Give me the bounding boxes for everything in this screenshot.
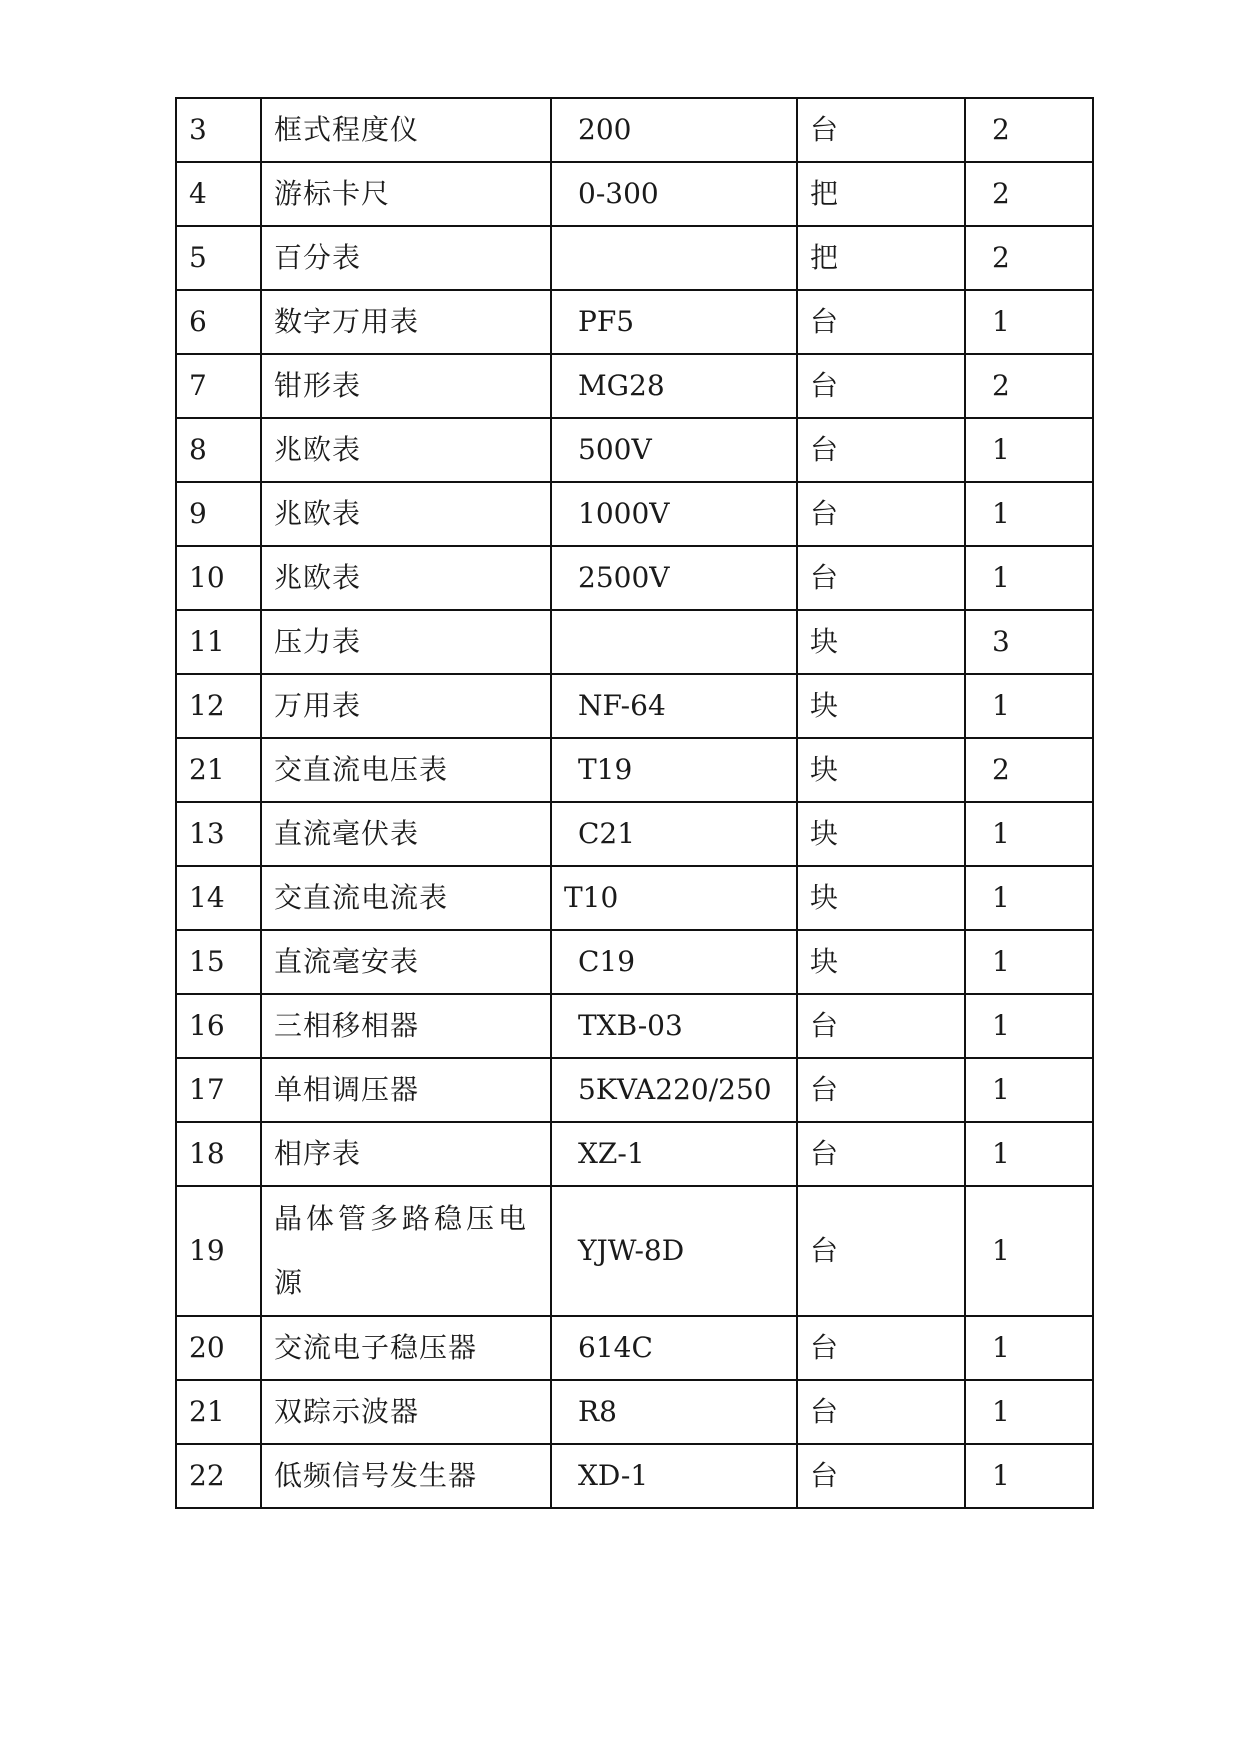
equipment-model: YJW-8D (551, 1186, 797, 1316)
equipment-model: C21 (551, 802, 797, 866)
equipment-model: 614C (551, 1316, 797, 1380)
equipment-model: NF-64 (551, 674, 797, 738)
equipment-name: 游标卡尺 (261, 162, 551, 226)
equipment-quantity: 1 (965, 1380, 1093, 1444)
table-row (176, 482, 1093, 546)
equipment-model: 500V (551, 418, 797, 482)
equipment-name: 低频信号发生器 (261, 1444, 551, 1508)
equipment-quantity: 1 (965, 290, 1093, 354)
table-row (176, 226, 1093, 290)
equipment-name: 三相移相器 (261, 994, 551, 1058)
equipment-unit: 台 (797, 1316, 965, 1380)
table-row (176, 930, 1093, 994)
equipment-unit: 台 (797, 354, 965, 418)
row-number: 6 (176, 290, 261, 354)
equipment-unit: 台 (797, 98, 965, 162)
table-row (176, 738, 1093, 802)
equipment-model: R8 (551, 1380, 797, 1444)
equipment-model: MG28 (551, 354, 797, 418)
equipment-name: 晶体管多路稳压电源 (261, 1186, 551, 1316)
equipment-unit: 台 (797, 1380, 965, 1444)
table-row (176, 1444, 1093, 1508)
equipment-unit: 块 (797, 802, 965, 866)
equipment-model: T19 (551, 738, 797, 802)
table-row (176, 1380, 1093, 1444)
table-row (176, 802, 1093, 866)
row-number: 20 (176, 1316, 261, 1380)
equipment-table-body (176, 98, 1093, 1508)
equipment-name: 交流电子稳压器 (261, 1316, 551, 1380)
equipment-quantity: 1 (965, 674, 1093, 738)
equipment-quantity: 2 (965, 226, 1093, 290)
equipment-unit: 块 (797, 610, 965, 674)
row-number: 16 (176, 994, 261, 1058)
table-row (176, 866, 1093, 930)
equipment-name: 框式程度仪 (261, 98, 551, 162)
equipment-quantity: 1 (965, 482, 1093, 546)
equipment-quantity: 1 (965, 1444, 1093, 1508)
equipment-name: 直流毫伏表 (261, 802, 551, 866)
equipment-name: 兆欧表 (261, 546, 551, 610)
row-number: 4 (176, 162, 261, 226)
table-row (176, 994, 1093, 1058)
equipment-quantity: 2 (965, 354, 1093, 418)
equipment-quantity: 1 (965, 546, 1093, 610)
table-row (176, 1316, 1093, 1380)
equipment-unit: 块 (797, 674, 965, 738)
equipment-unit: 台 (797, 1186, 965, 1316)
equipment-unit: 把 (797, 162, 965, 226)
row-number: 3 (176, 98, 261, 162)
equipment-quantity: 1 (965, 418, 1093, 482)
equipment-model: 2500V (551, 546, 797, 610)
equipment-unit: 台 (797, 418, 965, 482)
row-number: 14 (176, 866, 261, 930)
table-row (176, 610, 1093, 674)
equipment-unit: 台 (797, 290, 965, 354)
equipment-model: XD-1 (551, 1444, 797, 1508)
equipment-quantity: 3 (965, 610, 1093, 674)
table-row (176, 674, 1093, 738)
equipment-name: 万用表 (261, 674, 551, 738)
equipment-name: 交直流电压表 (261, 738, 551, 802)
row-number: 8 (176, 418, 261, 482)
equipment-name: 钳形表 (261, 354, 551, 418)
row-number: 21 (176, 1380, 261, 1444)
table-row (176, 1186, 1093, 1316)
equipment-name: 压力表 (261, 610, 551, 674)
equipment-name: 兆欧表 (261, 482, 551, 546)
equipment-quantity: 1 (965, 1186, 1093, 1316)
equipment-unit: 台 (797, 546, 965, 610)
equipment-unit: 块 (797, 930, 965, 994)
row-number: 17 (176, 1058, 261, 1122)
table-row (176, 546, 1093, 610)
equipment-model: TXB-03 (551, 994, 797, 1058)
table-row (176, 354, 1093, 418)
equipment-table (175, 97, 1094, 1509)
equipment-model: T10 (551, 866, 797, 930)
table-row (176, 290, 1093, 354)
equipment-model (551, 226, 797, 290)
row-number: 11 (176, 610, 261, 674)
equipment-unit: 台 (797, 1444, 965, 1508)
equipment-quantity: 1 (965, 930, 1093, 994)
equipment-name: 直流毫安表 (261, 930, 551, 994)
row-number: 9 (176, 482, 261, 546)
row-number: 13 (176, 802, 261, 866)
equipment-quantity: 1 (965, 1316, 1093, 1380)
equipment-model (551, 610, 797, 674)
equipment-quantity: 1 (965, 1122, 1093, 1186)
equipment-model: 0-300 (551, 162, 797, 226)
equipment-unit: 台 (797, 1122, 965, 1186)
equipment-unit: 块 (797, 738, 965, 802)
equipment-unit: 把 (797, 226, 965, 290)
row-number: 10 (176, 546, 261, 610)
equipment-quantity: 1 (965, 1058, 1093, 1122)
equipment-name: 交直流电流表 (261, 866, 551, 930)
equipment-model: XZ-1 (551, 1122, 797, 1186)
equipment-name: 单相调压器 (261, 1058, 551, 1122)
equipment-name: 数字万用表 (261, 290, 551, 354)
equipment-model: C19 (551, 930, 797, 994)
row-number: 19 (176, 1186, 261, 1316)
equipment-model: 200 (551, 98, 797, 162)
row-number: 7 (176, 354, 261, 418)
equipment-name: 相序表 (261, 1122, 551, 1186)
equipment-name: 双踪示波器 (261, 1380, 551, 1444)
equipment-model: 5KVA220/250 (551, 1058, 797, 1122)
row-number: 22 (176, 1444, 261, 1508)
equipment-quantity: 1 (965, 802, 1093, 866)
equipment-quantity: 1 (965, 866, 1093, 930)
table-row (176, 162, 1093, 226)
equipment-name: 兆欧表 (261, 418, 551, 482)
equipment-quantity: 2 (965, 98, 1093, 162)
row-number: 21 (176, 738, 261, 802)
row-number: 18 (176, 1122, 261, 1186)
equipment-quantity: 2 (965, 738, 1093, 802)
table-row (176, 418, 1093, 482)
equipment-model: PF5 (551, 290, 797, 354)
equipment-model: 1000V (551, 482, 797, 546)
equipment-unit: 台 (797, 994, 965, 1058)
equipment-name: 百分表 (261, 226, 551, 290)
equipment-unit: 块 (797, 866, 965, 930)
equipment-unit: 台 (797, 482, 965, 546)
row-number: 15 (176, 930, 261, 994)
table-row (176, 1122, 1093, 1186)
row-number: 12 (176, 674, 261, 738)
table-row (176, 1058, 1093, 1122)
equipment-unit: 台 (797, 1058, 965, 1122)
equipment-quantity: 2 (965, 162, 1093, 226)
row-number: 5 (176, 226, 261, 290)
equipment-quantity: 1 (965, 994, 1093, 1058)
table-row (176, 98, 1093, 162)
